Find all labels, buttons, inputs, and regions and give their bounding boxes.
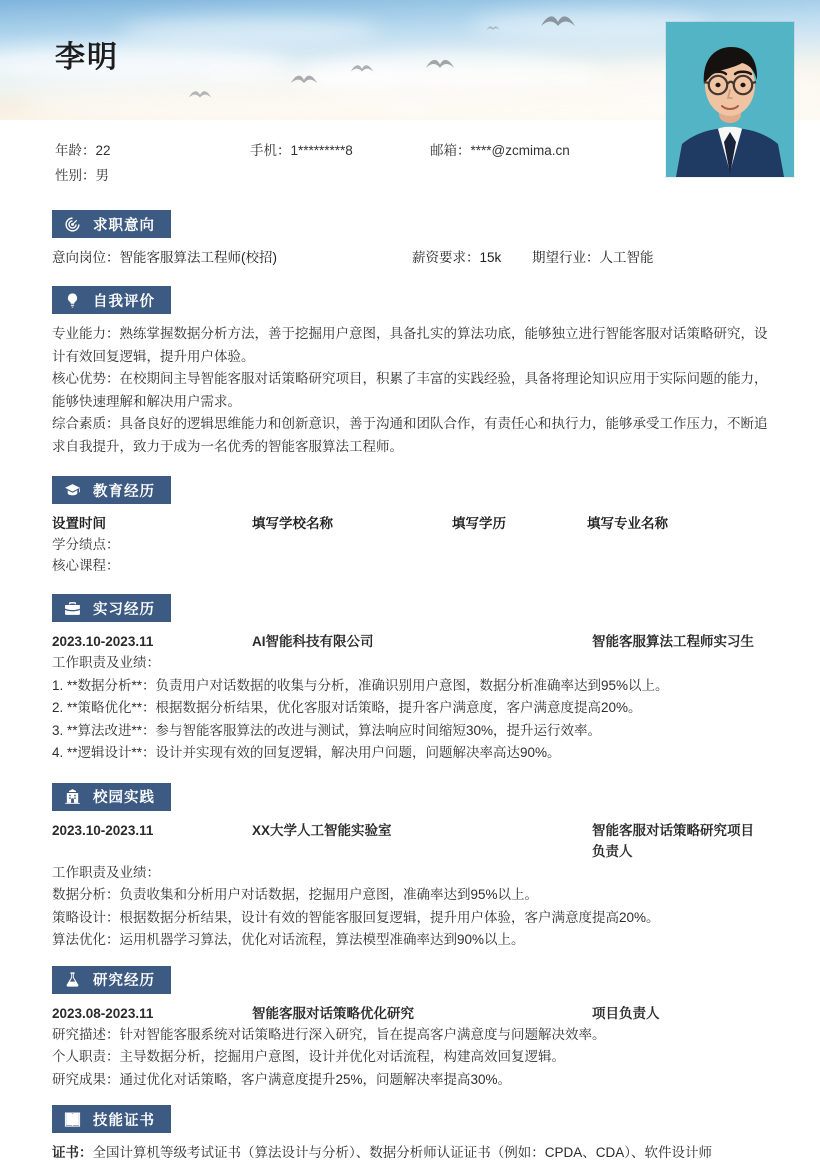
- seagull-icon: [188, 88, 212, 102]
- seagull-icon: [350, 62, 374, 76]
- salary-expectation: [412, 247, 532, 268]
- research-date: 2023.08-2023.11: [52, 1005, 154, 1021]
- section-header-job-intent: [52, 210, 171, 238]
- page-title: 李明: [55, 41, 119, 74]
- campus-role-line-2: 负责人: [592, 843, 633, 859]
- flask-icon: [64, 971, 81, 988]
- section-internship: [0, 594, 820, 765]
- section-header-education: [52, 476, 171, 504]
- section-title: 技能证书: [93, 1112, 155, 1129]
- lightbulb-icon: [64, 292, 81, 309]
- campus-item: 算法优化：运用机器学习算法，优化对话流程，算法模型准确率达到90%以上。: [52, 932, 525, 947]
- expected-industry: [532, 247, 780, 268]
- gender-field: [55, 164, 250, 184]
- age-field: [55, 139, 250, 159]
- education-major-column: 填写专业名称: [587, 516, 668, 531]
- seagull-icon: [540, 12, 576, 32]
- internship-role: 智能客服算法工程师实习生: [592, 634, 754, 649]
- section-education: [0, 476, 820, 576]
- section-title: 自我评价: [93, 293, 155, 310]
- education-school-column: 填写学校名称: [252, 516, 333, 531]
- job-intent-row: [52, 247, 780, 268]
- self-evaluation-text: [52, 323, 780, 458]
- education-degree-column: 填写学历: [452, 516, 506, 531]
- certificate-label: 证书：: [52, 1145, 93, 1160]
- research-project: 智能客服对话策略优化研究: [252, 1005, 414, 1021]
- self-eval-line: 综合素质：具备良好的逻辑思维能力和创新意识，善于沟通和团队合作，有责任心和执行力，能够承受工作压力，不断追求自我提升，致力于成为一名优秀的智能客服算法工程师。: [52, 416, 768, 454]
- section-header-campus-practice: [52, 783, 171, 811]
- section-research: [0, 966, 820, 1092]
- section-header-research: [52, 966, 171, 994]
- phone-value: 1*********8: [290, 142, 353, 158]
- book-icon: [64, 1111, 81, 1128]
- section-header-internship: [52, 594, 171, 622]
- education-courses: 核心课程：: [52, 558, 120, 573]
- section-title: 教育经历: [93, 483, 155, 500]
- certificate-value: 全国计算机等级考试证书（算法设计与分析）、数据分析师认证证书（例如：CPDA、CDA）、软件设计师: [92, 1145, 713, 1160]
- campus-role-line-1: 智能客服对话策略研究项目: [592, 822, 754, 838]
- education-gpa: 学分绩点：: [52, 537, 120, 552]
- research-item: 研究成果：通过优化对话策略，客户满意度提升25%，问题解决率提高30%。: [52, 1071, 512, 1087]
- target-icon: [64, 216, 81, 233]
- research-item: 个人职责：主导数据分析，挖掘用户意图，设计并优化对话流程，构建高效回复逻辑。: [52, 1049, 565, 1064]
- section-header-self-evaluation: [52, 286, 171, 314]
- research-item: 研究描述：针对智能客服系统对话策略进行深入研究，旨在提高客户满意度与问题解决效率。: [52, 1026, 606, 1042]
- salary-value: 15k: [479, 250, 502, 265]
- campus-organization: XX大学人工智能实验室: [252, 822, 392, 838]
- age-label: 年龄：: [55, 142, 96, 158]
- campus-building-icon: [64, 788, 81, 805]
- section-title: 实习经历: [93, 601, 155, 618]
- internship-date: 2023.10-2023.11: [52, 634, 154, 649]
- position-value: 智能客服算法工程师(校招): [119, 250, 277, 265]
- internship-item: 4. **逻辑设计**：设计并实现有效的回复逻辑，解决用户问题，问题解决率高达90%。: [52, 745, 561, 760]
- section-title: 校园实践: [93, 790, 155, 806]
- certificate-line: [52, 1142, 780, 1160]
- phone-field: [250, 139, 430, 159]
- self-eval-line: 专业能力：熟练掌握数据分析方法，善于挖掘用户意图，具备扎实的算法功底，能够独立进行智能客服对话策略研究，设计有效回复逻辑，提升用户体验。: [52, 326, 768, 364]
- profile-photo: [666, 22, 794, 177]
- campus-item: 数据分析：负责收集和分析用户对话数据，挖掘用户意图，准确率达到95%以上。: [52, 887, 539, 902]
- research-heading-row: [52, 1003, 780, 1024]
- intended-position: [52, 247, 412, 268]
- email-field: [430, 139, 690, 159]
- seagull-icon: [486, 24, 500, 33]
- campus-item: 策略设计：根据数据分析结果，设计有效的智能客服回复逻辑，提升用户体验，客户满意度提高20%。: [52, 909, 660, 925]
- section-title: 研究经历: [93, 973, 155, 989]
- internship-heading-row: [52, 631, 780, 652]
- campus-details: [52, 862, 780, 952]
- internship-duty-label: 工作职责及业绩：: [52, 655, 160, 670]
- seagull-icon: [290, 72, 318, 88]
- section-self-evaluation: [0, 286, 820, 458]
- internship-item: 1. **数据分析**：负责用户对话数据的收集与分析，准确识别用户意图，数据分析准确率达到95%以上。: [52, 677, 669, 693]
- email-label: 邮箱：: [430, 142, 471, 158]
- gender-value: 男: [95, 167, 109, 183]
- self-eval-line: 核心优势：在校期间主导智能客服对话策略研究项目，积累了丰富的实践经验，具备将理论知识应用于实际问题的能力，能够快速理解和解决用户需求。: [52, 371, 768, 409]
- gender-label: 性别：: [55, 167, 96, 183]
- education-columns: [52, 513, 780, 534]
- campus-duty-label: 工作职责及业绩：: [52, 864, 160, 880]
- salary-label: 薪资要求：: [412, 250, 480, 265]
- section-header-certificates: [52, 1105, 171, 1133]
- campus-heading-row: [52, 820, 780, 862]
- internship-details: [52, 652, 780, 765]
- age-value: 22: [95, 142, 111, 158]
- seagull-icon: [425, 56, 455, 73]
- campus-date: 2023.10-2023.11: [52, 822, 154, 838]
- section-title: 求职意向: [93, 217, 155, 234]
- industry-label: 期望行业：: [532, 250, 600, 265]
- industry-value: 人工智能: [599, 250, 654, 265]
- section-certificates: [0, 1105, 820, 1160]
- internship-company: AI智能科技有限公司: [252, 634, 374, 649]
- internship-item: 3. **算法改进**：参与智能客服算法的改进与测试，算法响应时间缩短30%，提升运行效率。: [52, 722, 602, 738]
- internship-item: 2. **策略优化**：根据数据分析结果，优化客服对话策略，提升客户满意度，客户满意度提高20%。: [52, 700, 642, 715]
- research-details: [52, 1024, 780, 1092]
- section-job-intent: [0, 210, 820, 268]
- phone-label: 手机：: [250, 142, 291, 158]
- graduation-cap-icon: [64, 482, 81, 499]
- section-campus-practice: [0, 783, 820, 952]
- research-role: 项目负责人: [592, 1005, 660, 1021]
- email-value: ****@zcmima.cn: [470, 142, 570, 158]
- position-label: 意向岗位：: [52, 250, 120, 265]
- briefcase-icon: [64, 600, 81, 617]
- campus-role: [592, 820, 780, 862]
- education-date-column: 设置时间: [52, 516, 106, 531]
